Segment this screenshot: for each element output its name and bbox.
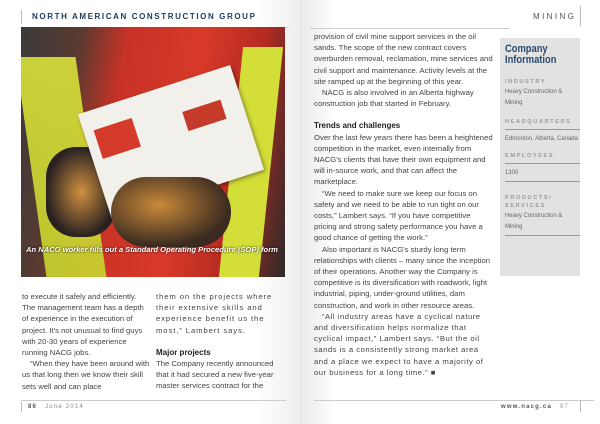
paragraph: “We need to make sure we keep our focus on safety and we need to be able to run tight on our costs,” Lambert says. “If you have competitive pricing and strong safety performance you have a good chance of getting the work.” [314, 188, 483, 243]
paragraph: “All industry areas have a cyclical nature and diversification helps normalize that cyclical impact,” Lambert says. “But the oil sands is a consistently strong market area and a place we expect to have a majority of our business for a long time.” ■ [314, 311, 484, 377]
industry-label: INDUSTRY [505, 79, 547, 85]
glove [111, 177, 231, 247]
article-column-2 [156, 291, 286, 392]
paragraph: them on the projects where their extensive skills and experience benefit us the most,” Lambert says. [156, 292, 273, 335]
company-info-sidebar [500, 38, 580, 276]
paragraph: “When they have been around with us that long then we know their skill sets well and can place [22, 359, 150, 391]
headquarters-value: Edmonton, Alberta, Canada [505, 135, 578, 142]
divider [505, 163, 580, 164]
section-heading: Major projects [156, 347, 211, 357]
industry-value: Heavy Construction & Mining [505, 88, 563, 106]
divider [505, 129, 580, 130]
footer-right [501, 402, 569, 412]
header-rule [310, 28, 510, 29]
section-header: MINING [533, 12, 577, 21]
employees-label: EMPLOYEES [505, 153, 555, 159]
paragraph: provision of civil mine support services in the oil sands. The scope of the new contract covers overburden removal, reclamation, mine services and civil support and maintenance. Activity levels at the site ramped up at the beginning of this year. [314, 32, 493, 86]
footer-divider [580, 400, 581, 412]
photo-caption: An NACG worker fills out a Standard Operating Procedure (SOP) form [26, 245, 278, 254]
footer-rule [314, 400, 594, 401]
article-column-3 [314, 31, 494, 378]
issue-date: June 2014 [45, 404, 84, 410]
section-heading: Trends and challenges [314, 121, 401, 131]
sidebar-title: Company Information [505, 43, 557, 66]
paragraph: to execute it safely and efficiently. The management team has a depth of experience in the execution of project. It's not unusual to find guys with 20-30 years of experience running NACG jobs. [22, 292, 144, 358]
footer-rule [21, 400, 286, 401]
paragraph: NACG is also involved in an Alberta highway construction job that started in February. [314, 88, 474, 109]
paragraph: The Company recently announced that it had secured a new five-year master services contract for the [156, 359, 274, 391]
employees-value: 1300 [505, 169, 519, 176]
paragraph: Also important is NACG's sturdy long term relationships with clients – many since the inception of their operations. Another way the Company is competitive is its diversification with roadwork, light industrial, piping, under-ground utilities, dam construction, and work in other resource areas. [314, 244, 491, 310]
worker-photo [21, 27, 285, 277]
products-value: Heavy Construction & Mining [505, 212, 563, 230]
divider [505, 181, 580, 182]
page-number: 87 [560, 404, 570, 410]
headquarters-label: HEADQUARTERS [505, 119, 572, 125]
footer-left [21, 402, 84, 412]
divider [505, 235, 580, 236]
website-url: www.nacg.ca [501, 404, 552, 410]
article-column-1 [22, 291, 150, 392]
header-divider [580, 6, 581, 26]
page-number: 86 [28, 404, 38, 410]
products-label: PRODUCTS/ SERVICES [505, 195, 553, 209]
paragraph: Over the last few years there has been a heightened competition in the market, even internally from NACG's clients that have their own equipment and will in-source work, and that can affect the marketplace. [314, 132, 493, 187]
publication-header: NORTH AMERICAN CONSTRUCTION GROUP [21, 10, 257, 24]
